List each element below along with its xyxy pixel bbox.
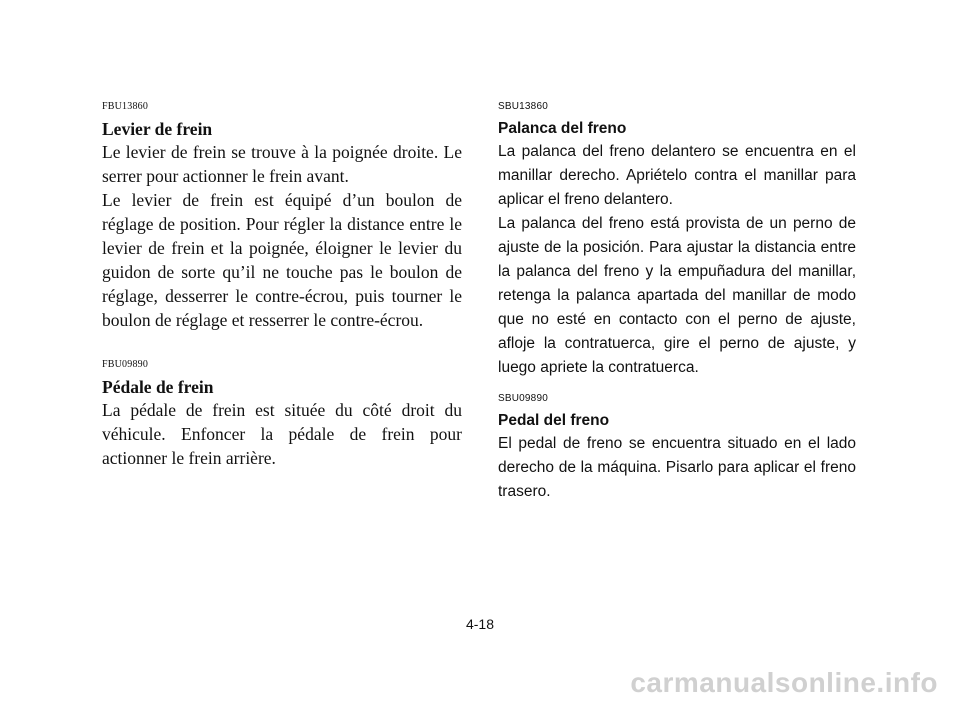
section-brake-pedal-fr [102, 358, 462, 470]
watermark: carmanualsonline.info [630, 667, 938, 698]
paragraph: Le levier de frein se trouve à la poignée droite. Le serrer pour actionner le frein avant. [102, 142, 462, 186]
paragraph: El pedal de freno se encuentra situado en el lado derecho de la máquina. Pisarlo para aplicar el freno trasero. [498, 435, 856, 500]
paragraph: La palanca del freno está provista de un perno de ajuste de la posición. Para ajustar la distancia entre la palanca del freno y la empuñadura del manillar, retenga la palanca apartada del manillar de modo que no esté en contacto con el perno de ajuste, afloje la contratuerca, gire el perno de ajuste, y luego apriete la contratuerca. [498, 215, 856, 376]
paragraph: Le levier de frein est équipé d’un boulon de réglage de position. Pour régler la distance entre le levier de frein et la poignée, éloigner le levier du guidon de sorte qu’il ne touche pas le boulon de réglage, desserrer le contre-écrou, puis tourner le boulon de réglage et resserrer le contre-écrou. [102, 190, 462, 330]
paragraph: La pédale de frein est située du côté droit du véhicule. Enfoncer la pédale de frein pour actionner le frein arrière. [102, 400, 462, 468]
french-column [102, 100, 462, 470]
section-code: SBU13860 [498, 101, 548, 112]
section-title: Palanca del freno [498, 120, 627, 137]
section-title: Levier de frein [102, 119, 213, 139]
spanish-column [498, 100, 856, 504]
section-code: SBU09890 [498, 393, 548, 404]
paragraph: La palanca del freno delantero se encuentra en el manillar derecho. Apriételo contra el manillar para aplicar el freno delantero. [498, 143, 856, 208]
section-code: FBU13860 [102, 101, 149, 112]
section-brake-pedal-es [498, 392, 856, 504]
section-title: Pedal del freno [498, 412, 610, 429]
section-brake-lever-es [498, 100, 856, 380]
section-brake-lever-fr [102, 100, 462, 332]
section-title: Pédale de frein [102, 377, 214, 397]
section-code: FBU09890 [102, 359, 149, 370]
page-number: 4-18 [465, 616, 495, 632]
